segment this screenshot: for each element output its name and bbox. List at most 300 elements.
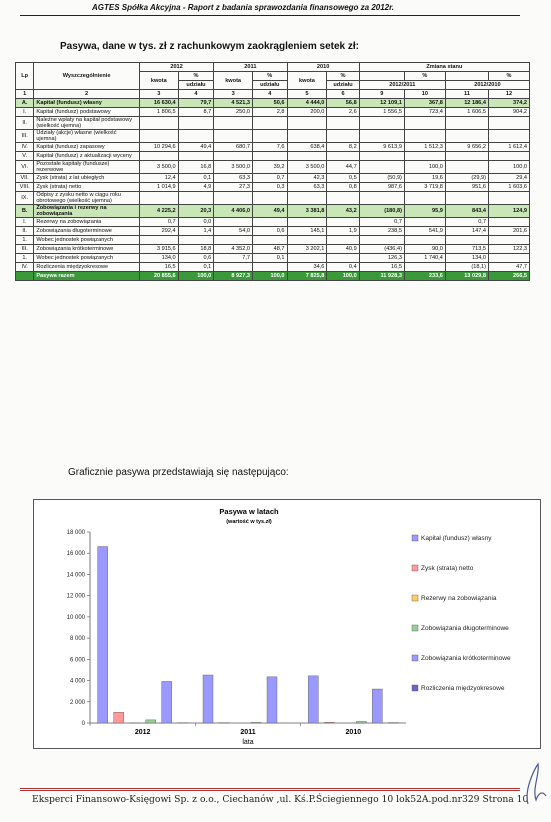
page-header	[20, 3, 520, 17]
table-cell	[214, 152, 253, 161]
table-cell: 1 512,3	[404, 143, 445, 152]
table-cell: 134,0	[139, 254, 178, 263]
table-cell: 50,6	[253, 99, 287, 108]
table-cell	[404, 218, 445, 227]
liabilities-chart	[33, 499, 541, 749]
legend-label: Zobowiązania długoterminowe	[421, 625, 509, 632]
bar	[372, 689, 382, 723]
year-header: 2011	[214, 63, 287, 72]
table-cell: 16,5	[359, 263, 404, 272]
table-cell	[445, 130, 488, 143]
table-cell: 56,8	[327, 99, 359, 108]
table-cell: 7 825,8	[287, 272, 327, 281]
table-cell	[139, 192, 178, 205]
table-cell: 0,4	[327, 263, 359, 272]
table-cell: 16,5	[139, 263, 178, 272]
udzialu-header: udziału	[178, 81, 214, 90]
table-cell	[214, 192, 253, 205]
column-number: 5	[287, 90, 327, 99]
table-cell: 233,6	[404, 272, 445, 281]
table-cell: 266,5	[488, 272, 529, 281]
table-row	[16, 227, 530, 236]
table-cell: 904,2	[488, 108, 529, 117]
table-cell: 1 612,4	[488, 143, 529, 152]
table-cell	[488, 130, 529, 143]
table-row	[16, 117, 530, 130]
row-description: Udziały (akcje) własne (wielkość ujemna)	[34, 130, 140, 143]
table-cell: 10 294,6	[139, 143, 178, 152]
chart-subtitle: (wartość w tys.zł)	[226, 519, 272, 525]
table-cell: 44,7	[327, 161, 359, 174]
legend-label: Rozliczenia międzyokresowe	[421, 685, 505, 692]
legend-swatch	[412, 655, 418, 661]
y-tick-label: 0	[81, 721, 85, 727]
table-cell: 0,7	[359, 218, 404, 227]
table-cell	[359, 152, 404, 161]
bar	[324, 722, 334, 723]
row-description: Zysk (strata) netto	[34, 183, 140, 192]
table-cell	[488, 254, 529, 263]
table-cell: 0,7	[253, 174, 287, 183]
kwota-header: kwota	[139, 72, 178, 90]
y-tick-label: 6 000	[69, 657, 85, 664]
row-description: Wobec jednostek powiązanych	[34, 236, 140, 245]
pct-header: %	[178, 72, 214, 81]
table-cell: 4,9	[178, 183, 214, 192]
table-cell: 4 444,0	[287, 99, 327, 108]
row-lp: 1.	[16, 254, 34, 263]
table-cell	[445, 236, 488, 245]
row-lp: VI.	[16, 161, 34, 174]
table-row	[16, 161, 530, 174]
table-row	[16, 143, 530, 152]
table-cell	[214, 236, 253, 245]
header-title: AGTES Spółka Akcyjna - Raport z badania sprawozdania finansowego za 2012r.	[92, 3, 395, 12]
year-header: 2010	[287, 63, 359, 72]
y-tick-label: 2 000	[69, 699, 85, 706]
table-cell: 201,6	[488, 227, 529, 236]
table-cell: 843,4	[445, 205, 488, 218]
row-lp: 1.	[16, 236, 34, 245]
table-cell: 100,0	[178, 272, 214, 281]
table-cell: 49,4	[253, 205, 287, 218]
table-cell: 374,2	[488, 99, 529, 108]
bar	[114, 712, 124, 723]
table-cell: 9 656,2	[445, 143, 488, 152]
table-cell	[253, 130, 287, 143]
row-lp: VII.	[16, 174, 34, 183]
table-cell	[404, 263, 445, 272]
table-cell: 8,2	[327, 143, 359, 152]
table-cell	[327, 130, 359, 143]
year-header: 2012	[139, 63, 213, 72]
table-cell	[214, 218, 253, 227]
row-lp: IV.	[16, 143, 34, 152]
table-cell: 47,7	[488, 263, 529, 272]
table-cell: 680,7	[214, 143, 253, 152]
table-cell: 1 556,5	[359, 108, 404, 117]
row-lp: A.	[16, 99, 34, 108]
table-cell: (29,9)	[445, 174, 488, 183]
table-cell: 1 014,9	[139, 183, 178, 192]
bar	[203, 675, 213, 723]
column-number: 3	[139, 90, 178, 99]
row-lp	[16, 272, 34, 281]
table-row	[16, 192, 530, 205]
table-row	[16, 130, 530, 143]
pct-header: %	[253, 72, 287, 81]
legend-swatch	[412, 625, 418, 631]
legend-label: Rezerwy na zobowiązania	[421, 595, 497, 602]
period-header: 2012/2011	[359, 81, 445, 90]
table-cell: 723,4	[404, 108, 445, 117]
table-cell	[287, 152, 327, 161]
legend-swatch	[412, 565, 418, 571]
table-cell: 100,0	[253, 272, 287, 281]
table-cell	[359, 117, 404, 130]
table-cell	[404, 130, 445, 143]
table-cell: 54,0	[214, 227, 253, 236]
table-cell: 20,3	[178, 205, 214, 218]
period-header: 2012/2010	[445, 81, 529, 90]
table-cell	[253, 218, 287, 227]
table-cell	[445, 192, 488, 205]
table-cell: 3 381,8	[287, 205, 327, 218]
footer-text: Eksperci Finansowo-Księgowi Sp. z o.o., Ciechanów ,ul. Kś.P.Ściegiennego 10 lok52A.pod.nr329 Strona 10	[32, 794, 529, 805]
group-row	[16, 99, 530, 108]
table-cell	[178, 236, 214, 245]
table-cell	[253, 152, 287, 161]
table-cell	[139, 236, 178, 245]
table-cell: 0,7	[445, 218, 488, 227]
header-rule	[20, 15, 520, 16]
table-cell	[488, 117, 529, 130]
table-cell: 1,9	[327, 227, 359, 236]
column-number: 4	[178, 90, 214, 99]
table-cell: 122,3	[488, 245, 529, 254]
table-cell: 13 029,8	[445, 272, 488, 281]
legend-swatch	[412, 685, 418, 691]
column-number: 1	[16, 90, 34, 99]
column-number: 11	[445, 90, 488, 99]
table-cell: 238,5	[359, 227, 404, 236]
table-cell: 541,9	[404, 227, 445, 236]
row-description: Zysk (strata) z lat ubiegłych	[34, 174, 140, 183]
table-cell: 0,3	[253, 183, 287, 192]
legend-swatch	[412, 535, 418, 541]
table-cell: 4 521,3	[214, 99, 253, 108]
table-cell: 27,3	[214, 183, 253, 192]
table-cell	[214, 130, 253, 143]
table-cell	[139, 117, 178, 130]
table-cell	[178, 152, 214, 161]
table-cell: 0,7	[139, 218, 178, 227]
table-cell: 79,7	[178, 99, 214, 108]
table-cell: 39,2	[253, 161, 287, 174]
table-cell: 4 406,0	[214, 205, 253, 218]
y-tick-label: 18 000	[66, 530, 85, 536]
table-cell	[488, 236, 529, 245]
col-lp-header: Lp	[16, 63, 34, 90]
table-row	[16, 108, 530, 117]
column-number: 4	[253, 90, 287, 99]
table-cell: 34,6	[287, 263, 327, 272]
bar	[308, 676, 318, 723]
table-cell	[445, 117, 488, 130]
table-cell: 367,8	[404, 99, 445, 108]
table-cell: 250,0	[214, 108, 253, 117]
table-cell: 0,5	[327, 174, 359, 183]
table-header-row-1	[16, 63, 530, 72]
chart-intro: Graficznie pasywa przedstawiają się następująco:	[68, 467, 289, 478]
table-cell: 292,4	[139, 227, 178, 236]
table-cell	[404, 236, 445, 245]
column-number: 6	[327, 90, 359, 99]
table-cell: 7,7	[214, 254, 253, 263]
column-number: 12	[488, 90, 529, 99]
table-cell	[287, 117, 327, 130]
table-cell	[214, 117, 253, 130]
pct-header: %	[327, 72, 359, 81]
row-description: Rezerwy na zobowiązania	[34, 218, 140, 227]
table-cell: 100,0	[404, 161, 445, 174]
bar	[98, 547, 108, 723]
table-cell	[253, 117, 287, 130]
footer-rule	[20, 788, 520, 791]
table-cell: 0,0	[178, 218, 214, 227]
table-cell: 3 500,0	[139, 161, 178, 174]
row-description: Kapitał (fundusz) z aktualizacji wyceny	[34, 152, 140, 161]
row-description: Pasywa razem	[34, 272, 140, 281]
udzialu-header: udziału	[327, 81, 359, 90]
signature	[520, 760, 548, 810]
row-description: Kapitał (fundusz) własny	[34, 99, 140, 108]
table-cell	[404, 117, 445, 130]
table-cell: 0,1	[253, 254, 287, 263]
table-cell: 1,4	[178, 227, 214, 236]
table-cell	[327, 192, 359, 205]
table-cell: 48,7	[253, 245, 287, 254]
table-cell	[178, 192, 214, 205]
chart-svg	[34, 500, 542, 750]
row-lp: VIII.	[16, 183, 34, 192]
blank-header	[359, 72, 404, 81]
table-cell	[327, 117, 359, 130]
table-cell	[404, 152, 445, 161]
table-cell: 0,6	[253, 227, 287, 236]
x-tick-label: 2011	[240, 729, 256, 736]
y-tick-label: 8 000	[69, 636, 85, 643]
table-cell: 8 927,3	[214, 272, 253, 281]
row-description: Zobowiązania długoterminowe	[34, 227, 140, 236]
table-cell: 3 500,0	[287, 161, 327, 174]
table-cell: 1 740,4	[404, 254, 445, 263]
table-cell: 638,4	[287, 143, 327, 152]
table-cell	[445, 161, 488, 174]
table-cell: 12 109,1	[359, 99, 404, 108]
table-row	[16, 245, 530, 254]
bar	[251, 722, 261, 723]
bar	[267, 677, 277, 723]
table-cell: 2,6	[327, 108, 359, 117]
table-cell	[287, 236, 327, 245]
table-cell: 4 225,2	[139, 205, 178, 218]
table-cell: 147,4	[445, 227, 488, 236]
row-description: Wobec jednostek powiązanych	[34, 254, 140, 263]
table-cell: (18,1)	[445, 263, 488, 272]
column-number: 3	[214, 90, 253, 99]
table-cell: 0,1	[178, 174, 214, 183]
x-tick-label: 2010	[345, 729, 362, 736]
y-tick-label: 14 000	[66, 572, 85, 579]
column-number: 2	[34, 90, 140, 99]
table-cell: 20 855,6	[139, 272, 178, 281]
table-cell: 126,3	[359, 254, 404, 263]
table-cell: 100,0	[327, 272, 359, 281]
table-cell	[287, 218, 327, 227]
table-cell: 63,3	[287, 183, 327, 192]
total-row	[16, 272, 530, 281]
row-description: Odpisy z zysku netto w ciągu roku obrotowego (wielkość ujemna)	[34, 192, 140, 205]
column-number: 9	[359, 90, 404, 99]
liabilities-table	[15, 62, 530, 281]
table-cell	[327, 254, 359, 263]
table-cell: 200,0	[287, 108, 327, 117]
table-cell: 18,8	[178, 245, 214, 254]
table-row	[16, 174, 530, 183]
table-cell: 12 186,4	[445, 99, 488, 108]
table-cell: 90,0	[404, 245, 445, 254]
x-axis-label: lata	[242, 739, 254, 746]
table-cell: (180,8)	[359, 205, 404, 218]
table-cell	[214, 263, 253, 272]
row-lp: IX.	[16, 192, 34, 205]
table-cell: 1 606,5	[445, 108, 488, 117]
bar	[162, 681, 172, 723]
table-cell: 1 603,6	[488, 183, 529, 192]
table-cell: 0,8	[327, 183, 359, 192]
row-description: Rozliczenia międzyokresowe	[34, 263, 140, 272]
row-description: Należne wpłaty na kapitał podstawowy (wielkość ujemna)	[34, 117, 140, 130]
table-cell: 11 928,3	[359, 272, 404, 281]
pct-header: %	[404, 72, 445, 81]
table-cell: 49,4	[178, 143, 214, 152]
table-cell	[287, 130, 327, 143]
table-cell	[327, 236, 359, 245]
table-cell	[359, 161, 404, 174]
kwota-header: kwota	[214, 72, 253, 90]
table-cell	[359, 236, 404, 245]
table-cell	[253, 192, 287, 205]
row-lp: II.	[16, 117, 34, 130]
table-cell: 3 719,8	[404, 183, 445, 192]
table-cell	[327, 218, 359, 227]
group-row	[16, 205, 530, 218]
legend-label: Kapitał (fundusz) własny	[421, 535, 492, 542]
table-cell	[287, 192, 327, 205]
column-number-row	[16, 90, 530, 99]
table-cell: 40,9	[327, 245, 359, 254]
table-cell: 43,2	[327, 205, 359, 218]
change-header: Zmiana stanu	[359, 63, 529, 72]
table-row	[16, 263, 530, 272]
row-lp: B.	[16, 205, 34, 218]
col-desc-header: Wyszczególnienie	[34, 63, 140, 90]
table-cell	[445, 152, 488, 161]
table-cell: 8,7	[178, 108, 214, 117]
table-cell: 9 613,9	[359, 143, 404, 152]
table-cell: 4 352,0	[214, 245, 253, 254]
bar	[356, 721, 366, 723]
y-tick-label: 12 000	[66, 593, 85, 600]
table-cell: 63,3	[214, 174, 253, 183]
table-cell: 95,9	[404, 205, 445, 218]
y-tick-label: 16 000	[66, 551, 85, 558]
row-lp: V.	[16, 152, 34, 161]
legend-swatch	[412, 595, 418, 601]
table-cell: 3 202,1	[287, 245, 327, 254]
table-cell: 42,3	[287, 174, 327, 183]
table-row	[16, 183, 530, 192]
section-title: Pasywa, dane w tys. zł z rachunkowym zaokrągleniem setek zł:	[60, 41, 360, 52]
table-cell: 0,6	[178, 254, 214, 263]
table-cell: 16,8	[178, 161, 214, 174]
y-tick-label: 4 000	[69, 678, 85, 685]
table-cell: 100,0	[488, 161, 529, 174]
row-lp: IV.	[16, 263, 34, 272]
legend-label: Zysk (strata) netto	[421, 565, 474, 572]
row-lp: I.	[16, 108, 34, 117]
table-cell	[178, 130, 214, 143]
row-lp: III.	[16, 130, 34, 143]
table-cell	[327, 152, 359, 161]
chart-title: Pasywa w latach	[219, 507, 279, 516]
row-description: Pozostałe kapitały (fundusze) rezerwowe	[34, 161, 140, 174]
table-cell	[488, 152, 529, 161]
table-cell: (436,4)	[359, 245, 404, 254]
table-cell: 951,6	[445, 183, 488, 192]
bar	[146, 720, 156, 723]
table-cell	[287, 254, 327, 263]
table-cell: 12,4	[139, 174, 178, 183]
table-cell: 713,5	[445, 245, 488, 254]
row-description: Kapitał (fundusz) podstawowy	[34, 108, 140, 117]
table-cell	[253, 263, 287, 272]
row-description: Kapitał (fundusz) zapasowy	[34, 143, 140, 152]
legend-label: Zobowiązania krótkoterminowe	[421, 655, 511, 662]
table-cell	[253, 236, 287, 245]
table-cell: 124,9	[488, 205, 529, 218]
table-cell: 134,0	[445, 254, 488, 263]
table-cell	[139, 152, 178, 161]
table-row	[16, 254, 530, 263]
table-row	[16, 236, 530, 245]
row-description: Zobowiązania krótkoterminowe	[34, 245, 140, 254]
y-tick-label: 10 000	[66, 614, 85, 621]
table-cell	[404, 192, 445, 205]
table-cell: 29,4	[488, 174, 529, 183]
table-cell: (50,9)	[359, 174, 404, 183]
table-cell: 19,6	[404, 174, 445, 183]
blank-header	[445, 72, 488, 81]
table-cell	[488, 192, 529, 205]
row-description: Zobowiązania i rezerwy na zobowiązania	[34, 205, 140, 218]
table-row	[16, 218, 530, 227]
x-tick-label: 2012	[134, 729, 151, 736]
table-cell: 16 630,4	[139, 99, 178, 108]
table-cell: 3 915,6	[139, 245, 178, 254]
table-cell	[359, 192, 404, 205]
